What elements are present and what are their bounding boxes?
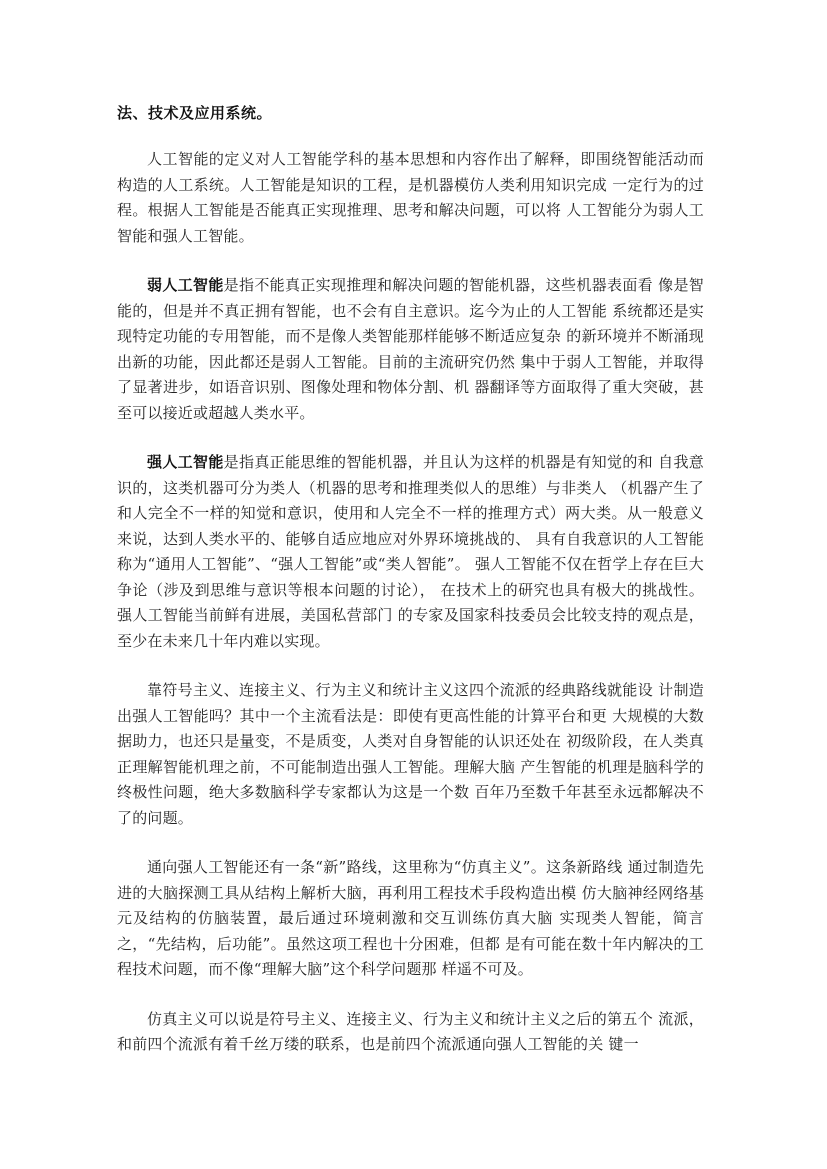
text-column [117, 101, 704, 1082]
paragraph-weak-ai [117, 273, 704, 426]
paragraph-text: 是指不能真正实现推理和解决问题的智能机器，这些机器表面看 像是智能的，但是并不真正拥有智能，也不会有自主意识。迄今为止的人工智能 系统都还是实现特定功能的专用智能，而不是像人类智能那样能够不断适应复杂 的新环境并不断涌现出新的功能，因此都还是弱人工智能。目前的主流研究仍然 集中于弱人工智能，并取得了显著进步，如语音识别、图像处理和物体分割、机 器翻译等方面取得了重大突破，甚至可以接近或超越人类水平。 [117, 276, 704, 422]
paragraph-text: 人工智能的定义对人工智能学科的基本思想和内容作出了解释，即围绕智能活动而构造的人工系统。人工智能是知识的工程，是机器模仿人类利用知识完成 一定行为的过程。根据人工智能是否能真正实现推理、思考和解决问题，可以将 人工智能分为弱人工智能和强人工智能。 [117, 150, 704, 245]
paragraph-text: 通向强人工智能还有一条“新”路线，这里称为“仿真主义”。这条新路线 通过制造先进的大脑探测工具从结构上解析大脑，再利用工程技术手段构造出模 仿大脑神经网络基元及结构的仿脑装置，最后通过环境刺激和交互训练仿真大脑 实现类人智能，简言之，“先结构，后功能”。虽然这项工程也十分困难，但都 是有可能在数十年内解决的工程技术问题，而不像“理解大脑”这个科学问题那 样遥不可及。 [117, 858, 704, 978]
paragraph-four-schools [117, 678, 704, 831]
term-strong-ai: 强人工智能 [147, 453, 224, 471]
paragraph-fifth-school [117, 1007, 704, 1058]
paragraph-strong-ai [117, 450, 704, 654]
continuation-heading: 法、技术及应用系统。 [117, 104, 273, 122]
paragraph-text: 靠符号主义、连接主义、行为主义和统计主义这四个流派的经典路线就能设 计制造出强人工智能吗？其中一个主流看法是：即使有更高性能的计算平台和更 大规模的大数据助力，也还只是量变，不是质变，人类对自身智能的认识还处在 初级阶段，在人类真正理解智能机理之前，不可能制造出强人工智能。理解大脑 产生智能的机理是脑科学的终极性问题，绝大多数脑科学专家都认为这是一个数 百年乃至数千年甚至永远都解决不了的问题。 [117, 681, 704, 827]
term-weak-ai: 弱人工智能 [147, 276, 224, 294]
paragraph-simulationism [117, 855, 704, 983]
paragraph-ai-definition [117, 147, 704, 249]
paragraph-text: 是指真正能思维的智能机器，并且认为这样的机器是有知觉的和 自我意识的，这类机器可分为类人（机器的思考和推理类似人的思维）与非类人 （机器产生了和人完全不一样的知觉和意识，使用和人完全不一样的推理方式）两大类。从一般意义来说，达到人类水平的、能够自适应地应对外界环境挑战的、 具有自我意识的人工智能称为“通用人工智能”、“强人工智能”或“类人智能”。 强人工智能不仅在哲学上存在巨大争论（涉及到思维与意识等根本问题的讨论）， 在技术上的研究也具有极大的挑战性。强人工智能当前鲜有进展，美国私营部门 的专家及国家科技委员会比较支持的观点是，至少在未来几十年内难以实现。 [117, 453, 704, 650]
paragraph-text: 仿真主义可以说是符号主义、连接主义、行为主义和统计主义之后的第五个 流派，和前四个流派有着千丝万缕的联系，也是前四个流派通向强人工智能的关 键一 [117, 1009, 704, 1053]
